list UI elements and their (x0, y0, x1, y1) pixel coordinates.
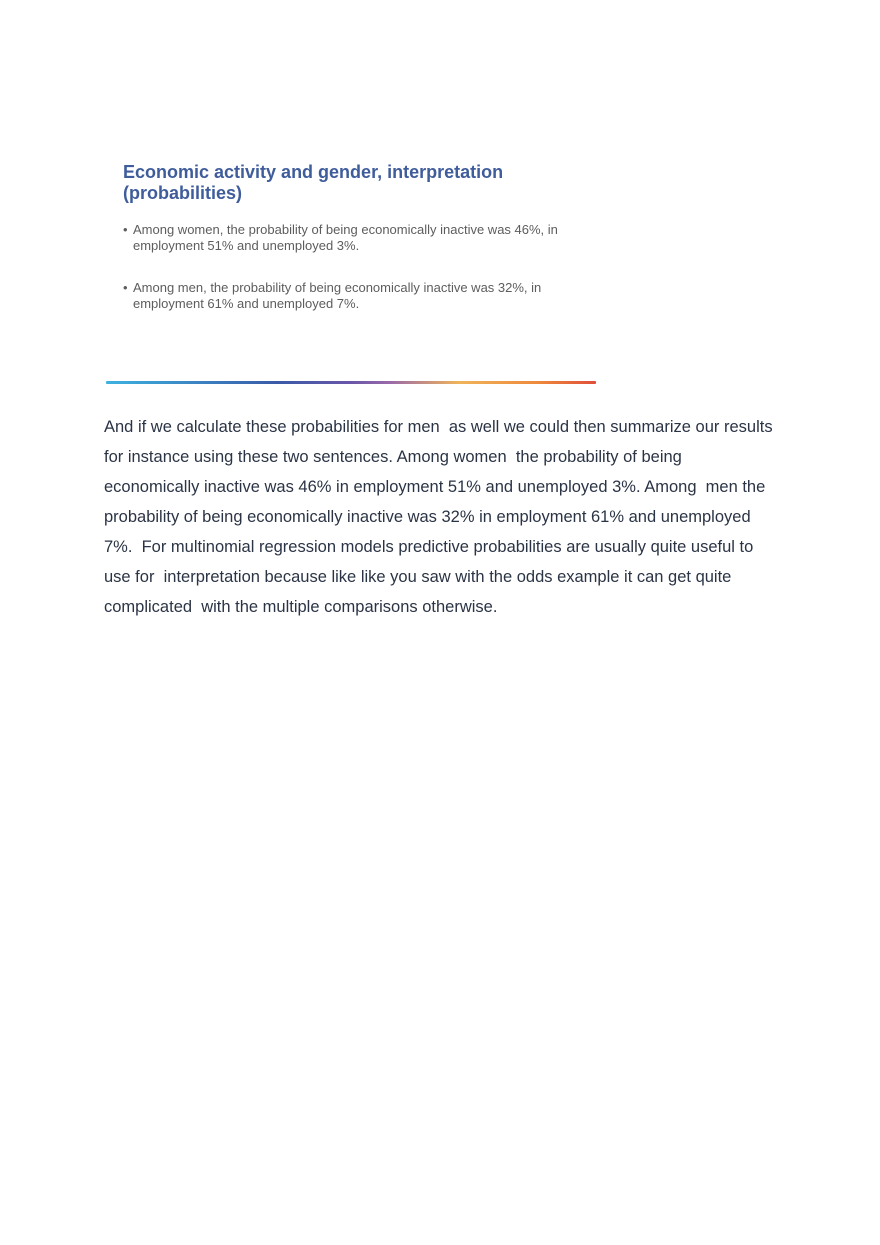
slide-bullet-list (123, 222, 593, 312)
bullet-dot-icon: • (123, 280, 128, 295)
slide-bullet-text: Among men, the probability of being economically inactive was 32%, in employment 61% and unemployed 7%. (133, 280, 542, 311)
bullet-dot-icon: • (123, 222, 128, 237)
transcript-paragraph: And if we calculate these probabilities for men as well we could then summarize our results for instance using these two sentences. Among women the probability of being economically inactive was 46% in employment 51% and unemployed 3%. Among men the probability of being economically inactive was 32% in employment 61% and unemployed 7%. For multinomial regression models predictive probabilities are usually quite useful to use for interpretation because like like you saw with the odds example it can get quite complicated with the multiple comparisons otherwise. (104, 418, 778, 616)
slide-title: Economic activity and gender, interpretation (probabilities) (123, 162, 504, 203)
slide-image (106, 140, 596, 390)
gradient-divider (106, 381, 596, 384)
slide-bullet-women (123, 222, 593, 254)
slide-bullet-men (123, 280, 593, 312)
slide-bullet-text: Among women, the probability of being economically inactive was 46%, in employment 51% and unemployed 3%. (133, 222, 558, 253)
